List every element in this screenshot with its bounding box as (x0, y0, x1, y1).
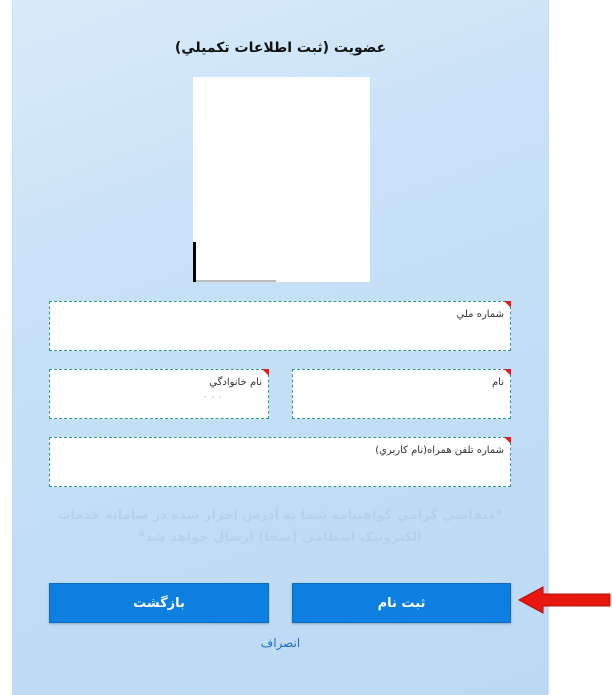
mobile-input[interactable] (56, 464, 504, 482)
cancel-link[interactable]: انصراف (260, 636, 301, 650)
delivery-notice: *متقاضي گرامي گواهينامه شما به آدرس احراز شده در سامانه خدمات الكترونيک انتظامي (سخا) ارسال خواهد شد* (57, 508, 503, 545)
red-arrow-icon (517, 585, 612, 615)
photo-bottom-line (196, 280, 276, 282)
mobile-label: شماره تلفن همراه(نام كاربري) (375, 445, 504, 456)
page-title: عضویت (ثبت اطلاعات تکمیلي) (174, 40, 387, 56)
last-name-field[interactable] (49, 369, 269, 419)
mobile-field[interactable] (49, 437, 511, 487)
register-button[interactable]: ثبت نام (292, 583, 511, 623)
national-id-field[interactable] (49, 301, 511, 351)
back-button[interactable]: بازگشت (49, 583, 269, 623)
first-name-field[interactable] (292, 369, 511, 419)
first-name-label: نام (491, 377, 504, 388)
profile-photo (193, 77, 370, 282)
first-name-input[interactable] (299, 396, 504, 414)
photo-edge-mark (193, 242, 196, 282)
last-name-masked-value: · · · (203, 393, 223, 403)
last-name-input[interactable] (56, 396, 262, 414)
national-id-label: شماره ملي (456, 309, 504, 320)
national-id-input[interactable] (56, 328, 504, 346)
last-name-label: نام خانوادگي (209, 377, 262, 388)
